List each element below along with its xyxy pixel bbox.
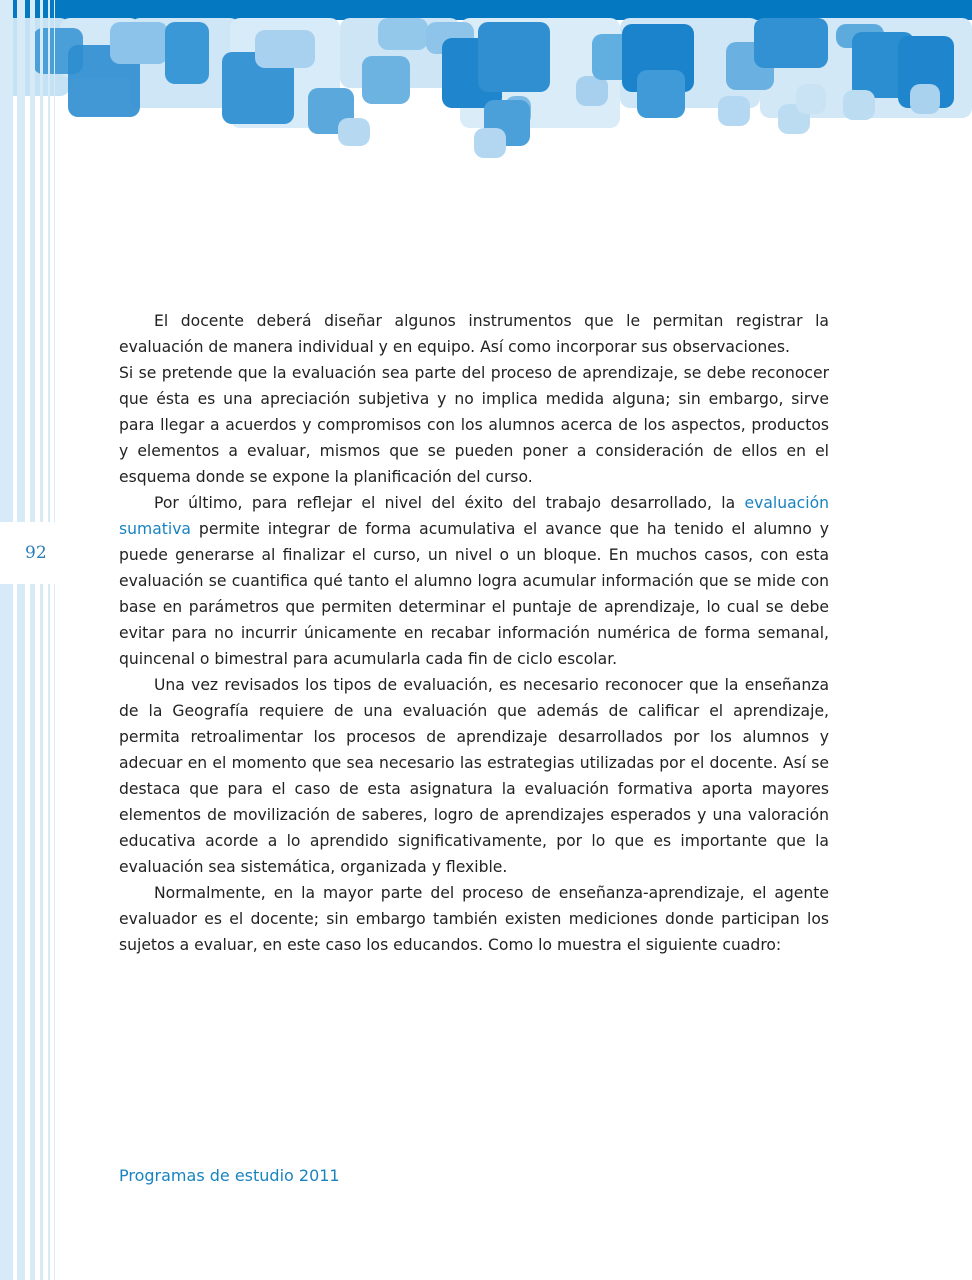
evaluacion-sumativa-term: evaluación sumativa	[119, 494, 829, 538]
paragraph-4: Una vez revisados los tipos de evaluación, es necesario reconocer que la enseñanza de la Geografía requiere de una evaluación que además de calificar el aprendizaje, permita retroalimentar los procesos de aprendizaje desarrollados por los alumnos y adecuar en el momento que sea necesario las estrategias utilizadas por el docente. Así se destaca que para el caso de esta asignatura la evaluación formativa aporta mayores elementos de movilización de saberes, logro de aprendizajes esperados y una valoración educativa acorde a lo aprendido significativamente, por lo que es importante que la evaluación sea sistemática, organizada y flexible.	[119, 676, 829, 876]
paragraph-5: Normalmente, en la mayor parte del proceso de enseñanza-aprendizaje, el agente evaluador es el docente; sin embargo también existen mediciones donde participan los sujetos a evaluar, en este caso los educandos. Como lo muestra el siguiente cuadro:	[119, 884, 829, 954]
paragraph-2: Si se pretende que la evaluación sea parte del proceso de aprendizaje, se debe reconocer que ésta es una apreciación subjetiva y no implica medida alguna; sin embargo, sirve para llegar a acuerdos y compromisos con los alumnos acerca de los aspectos, productos y elementos a evaluar, mismos que se pueden poner a consideración de ellos en el esquema donde se expone la planificación del curso.	[119, 364, 829, 486]
paragraph-3	[119, 490, 829, 672]
paragraph-3-start: Por último, para reflejar el nivel del éxito del trabajo desarrollado, la	[154, 494, 745, 512]
footer-label: Programas de estudio 2011	[119, 1166, 340, 1185]
body-text	[119, 308, 829, 958]
paragraph-3-rest: permite integrar de forma acumulativa el avance que ha tenido el alumno y puede generarse al finalizar el curso, un nivel o un bloque. En muchos casos, con esta evaluación se cuantifica qué tanto el alumno logra acumular información que se mide con base en parámetros que permiten determinar el puntaje de aprendizaje, lo cual se debe evitar para no incurrir únicamente en recabar información numérica de forma semanal, quincenal o bimestral para acumularla cada fin de ciclo escolar.	[119, 520, 829, 668]
header-decoration	[0, 0, 972, 170]
page-number: 92	[25, 543, 47, 563]
paragraph-1: El docente deberá diseñar algunos instrumentos que le permitan registrar la evaluación de manera individual y en equipo. Así como incorporar sus observaciones.	[119, 312, 829, 356]
side-stripes	[0, 0, 60, 1280]
